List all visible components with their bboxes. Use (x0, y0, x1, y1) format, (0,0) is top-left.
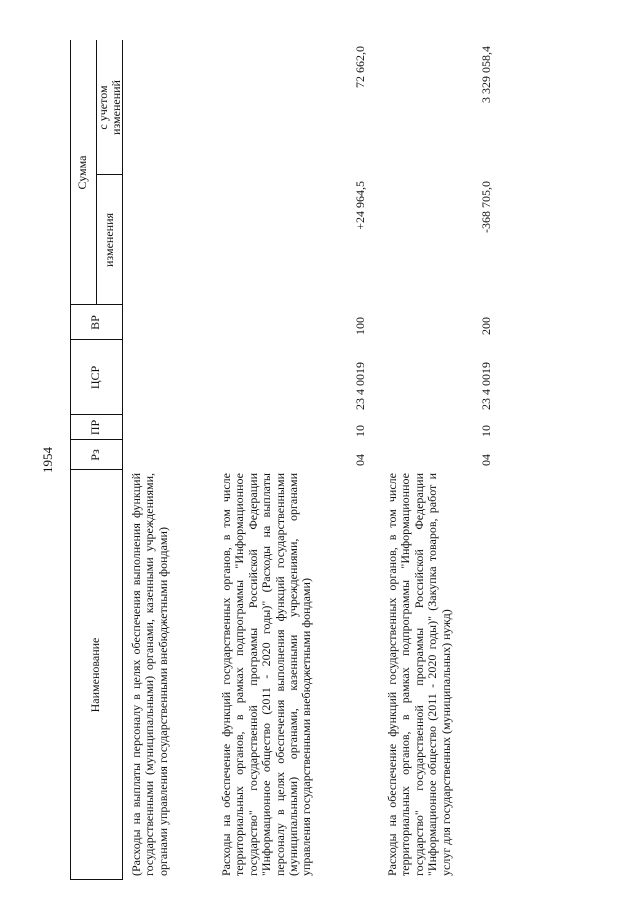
row-3-csr: 23 4 0019 (479, 362, 493, 410)
rotated-page (30, 40, 610, 880)
header-rz: Рз (88, 449, 102, 461)
row-2-name: Расходы на обеспечение функций государственных органов, в том числе территориальных органов, в рамках подпрограммы "Информационное государство" государственной программы Российской Федерации "Информационное общество (2011 - 2020 годы)" (Расходы на выплаты персоналу в целях обеспечения выполнения функций государственными (муниципальными) органами, казенными учреждениями, органами управления государственными внебюджетными фондами) (219, 473, 314, 876)
row-3-rz: 04 (479, 454, 493, 466)
header-with-change-line2: изменений (109, 80, 123, 135)
row-2-total: 72 662,0 (353, 46, 367, 88)
header-pr: ПР (88, 419, 102, 436)
header-name: Наименование (88, 637, 102, 713)
table-top-border (70, 40, 71, 880)
row-3-total: 3 329 058,4 (479, 46, 493, 103)
header-sum: Сумма (75, 155, 89, 190)
row-2-change: +24 964,5 (353, 181, 367, 230)
header-change: изменения (102, 212, 116, 268)
header-vr: ВР (88, 315, 102, 330)
row-2-vr: 100 (353, 317, 367, 335)
header-with-change (97, 40, 123, 175)
page-number: 1954 (40, 447, 55, 473)
row-3-change: -368 705,0 (479, 181, 493, 233)
row-2-rz: 04 (353, 454, 367, 466)
row-1-name: (Расходы на выплаты персоналу в целях обеспечения выполнения функций государственными (муниципальными) органами, казенными учреждениями, органами управления государственными внебюджетными фондами) (129, 473, 170, 876)
row-2-pr: 10 (353, 425, 367, 437)
row-3-pr: 10 (479, 425, 493, 437)
row-3-name: Расходы на обеспечение функций государственных органов, в том числе территориальных органов, в рамках подпрограммы "Информационное государство" государственной программы Российской Федерации "Информационное общество (2011 - 2020 годы)" (Закупка товаров, работ и услуг для государственных (муниципальных) нужд) (385, 473, 453, 876)
row-2-csr: 23 4 0019 (353, 362, 367, 410)
budget-table (70, 40, 610, 880)
header-csr: ЦСР (88, 365, 102, 390)
header-with-change-line1: с учетом (96, 85, 110, 130)
row-3-vr: 200 (479, 317, 493, 335)
